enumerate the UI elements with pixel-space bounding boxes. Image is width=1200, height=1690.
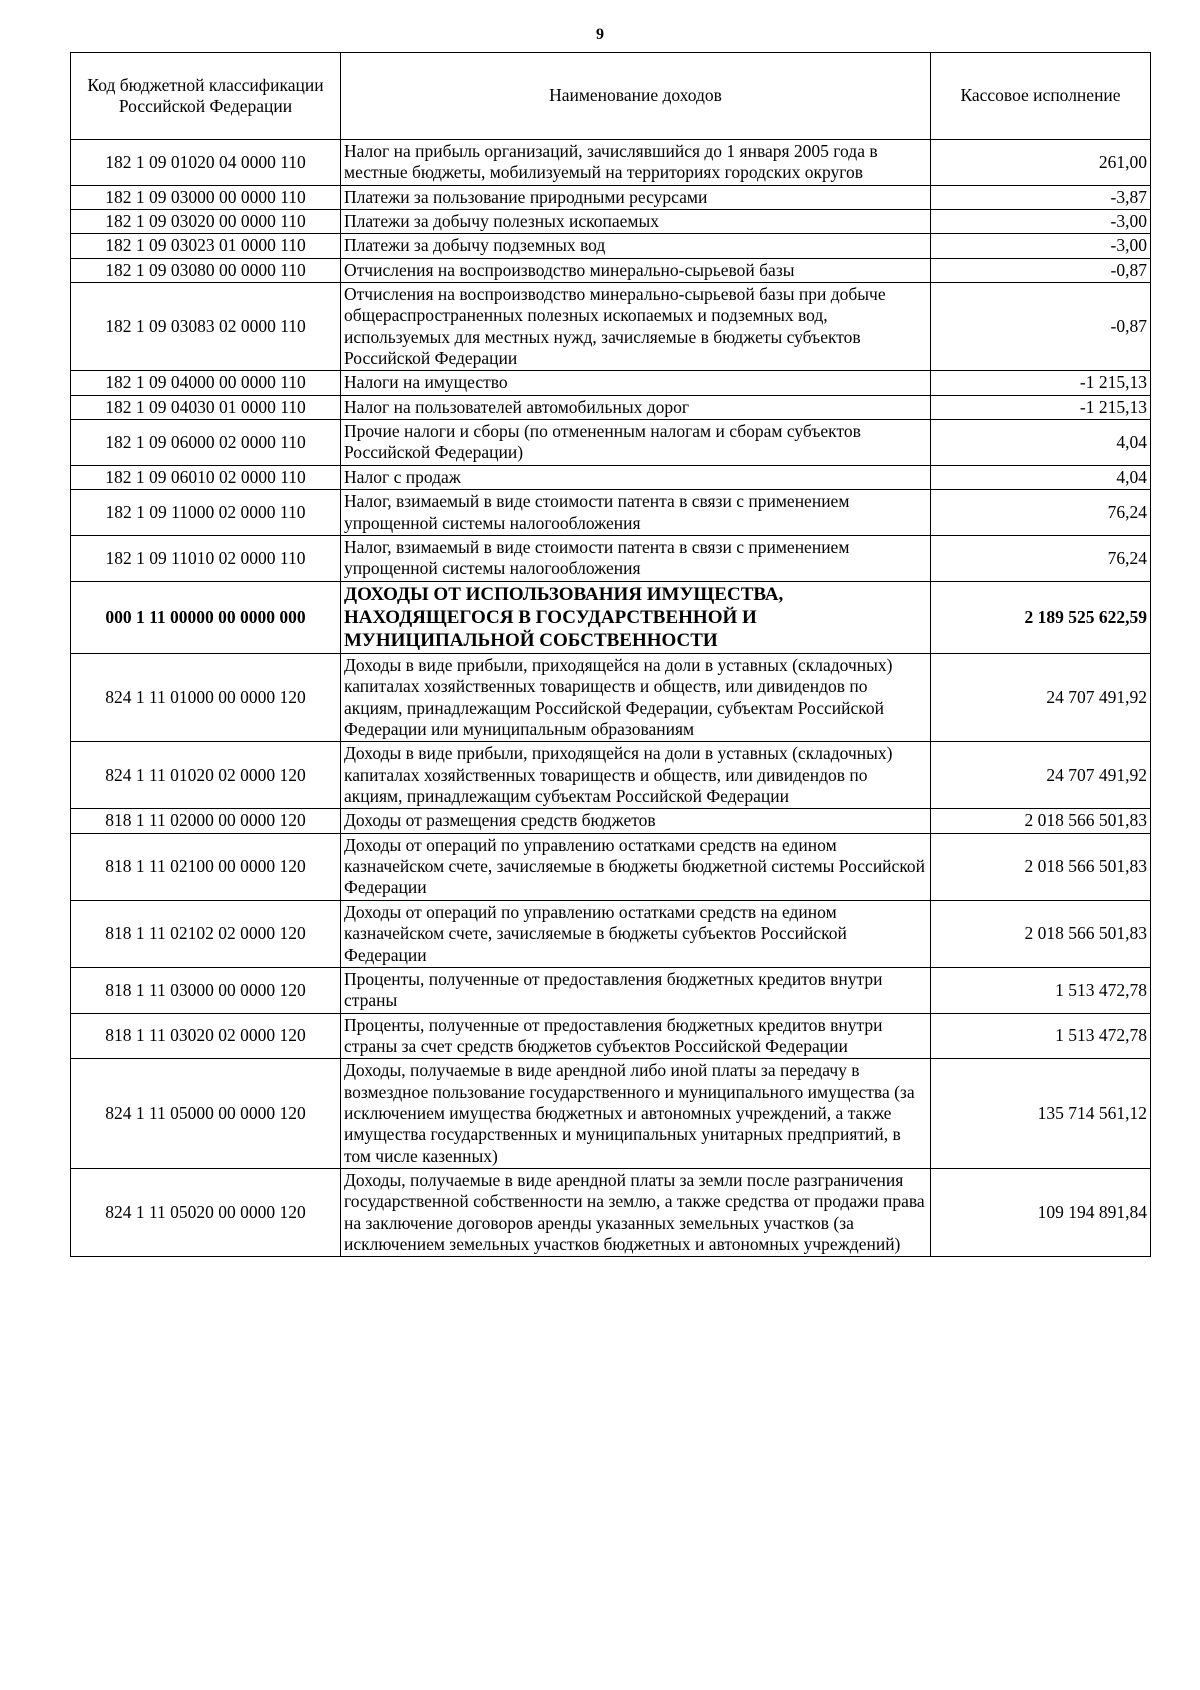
row-code: 000 1 11 00000 00 0000 000 [71,581,341,654]
row-code: 824 1 11 01020 02 0000 120 [71,742,341,809]
table-row [71,967,1151,1013]
row-amount: 2 018 566 501,83 [931,900,1151,967]
row-name: Отчисления на воспроизводство минерально-сырьевой базы при добыче общераспространенных полезных ископаемых и подземных вод, используемых для местных нужд, зачисляемые в бюджеты субъектов Российской Федерации [341,283,931,371]
row-name: Доходы в виде прибыли, приходящейся на доли в уставных (складочных) капиталах хозяйственных товариществ и обществ, или дивидендов по акциям, принадлежащим Российской Федерации, субъектам Российской Федерации или муниципальным образованиям [341,654,931,742]
row-amount: 1 513 472,78 [931,967,1151,1013]
row-name: Платежи за добычу подземных вод [341,234,931,258]
row-amount: 2 018 566 501,83 [931,833,1151,900]
row-code: 182 1 09 11000 02 0000 110 [71,490,341,536]
row-name: Прочие налоги и сборы (по отмененным налогам и сборам субъектов Российской Федерации) [341,420,931,466]
row-code: 818 1 11 02000 00 0000 120 [71,809,341,833]
row-code: 818 1 11 03000 00 0000 120 [71,967,341,1013]
row-code: 182 1 09 03020 00 0000 110 [71,210,341,234]
budget-table-container [70,52,1150,1257]
row-name: Налог, взимаемый в виде стоимости патента в связи с применением упрощенной системы налогообложения [341,535,931,581]
row-code: 818 1 11 02102 02 0000 120 [71,900,341,967]
table-row [71,420,1151,466]
table-row [71,809,1151,833]
table-row [71,1059,1151,1169]
row-name: Платежи за добычу полезных ископаемых [341,210,931,234]
budget-revenue-table [70,52,1151,1257]
table-row [71,833,1151,900]
row-code: 182 1 09 03080 00 0000 110 [71,258,341,282]
page-number: 9 [596,26,604,43]
table-row [71,210,1151,234]
table-row [71,258,1151,282]
row-code: 818 1 11 02100 00 0000 120 [71,833,341,900]
row-name: Доходы от размещения средств бюджетов [341,809,931,833]
header-amount: Кассовое исполнение [931,53,1151,140]
table-row [71,395,1151,419]
table-row [71,234,1151,258]
row-amount: -3,00 [931,210,1151,234]
row-amount: -1 215,13 [931,395,1151,419]
table-row [71,1013,1151,1059]
table-row [71,742,1151,809]
row-code: 818 1 11 03020 02 0000 120 [71,1013,341,1059]
row-code: 182 1 09 06010 02 0000 110 [71,465,341,489]
row-name: Проценты, полученные от предоставления бюджетных кредитов внутри страны за счет средств бюджетов субъектов Российской Федерации [341,1013,931,1059]
row-amount: 135 714 561,12 [931,1059,1151,1169]
table-row [71,654,1151,742]
row-name: Налог на пользователей автомобильных дорог [341,395,931,419]
row-name: ДОХОДЫ ОТ ИСПОЛЬЗОВАНИЯ ИМУЩЕСТВА, НАХОДЯЩЕГОСЯ В ГОСУДАРСТВЕННОЙ И МУНИЦИПАЛЬНОЙ СОБСТВЕННОСТИ [341,581,931,654]
row-code: 182 1 09 03000 00 0000 110 [71,185,341,209]
row-code: 182 1 09 01020 04 0000 110 [71,140,341,186]
row-code: 182 1 09 11010 02 0000 110 [71,535,341,581]
row-name: Доходы в виде прибыли, приходящейся на доли в уставных (складочных) капиталах хозяйственных товариществ и обществ, или дивидендов по акциям, принадлежащим субъектам Российской Федерации [341,742,931,809]
row-name: Доходы, получаемые в виде арендной либо иной платы за передачу в возмездное пользование государственного и муниципального имущества (за исключением имущества бюджетных и автономных учреждений, а также имущества государственных и муниципальных унитарных предприятий, в том числе казенных) [341,1059,931,1169]
row-amount: 24 707 491,92 [931,742,1151,809]
table-body [71,140,1151,1257]
row-code: 182 1 09 03023 01 0000 110 [71,234,341,258]
table-row [71,900,1151,967]
row-amount: 109 194 891,84 [931,1168,1151,1256]
row-code: 182 1 09 04000 00 0000 110 [71,371,341,395]
row-amount: 76,24 [931,490,1151,536]
row-amount: 2 189 525 622,59 [931,581,1151,654]
row-amount: 4,04 [931,420,1151,466]
row-name: Доходы, получаемые в виде арендной платы за земли после разграничения государственной собственности на землю, а также средства от продажи права на заключение договоров аренды указанных земельных участков (за исключением земельных участков бюджетных и автономных учреждений) [341,1168,931,1256]
table-row [71,465,1151,489]
row-code: 824 1 11 05020 00 0000 120 [71,1168,341,1256]
row-name: Платежи за пользование природными ресурсами [341,185,931,209]
header-name: Наименование доходов [341,53,931,140]
row-amount: 24 707 491,92 [931,654,1151,742]
row-amount: -3,87 [931,185,1151,209]
table-row [71,490,1151,536]
row-name: Налог с продаж [341,465,931,489]
row-code: 824 1 11 01000 00 0000 120 [71,654,341,742]
row-amount: 4,04 [931,465,1151,489]
row-name: Проценты, полученные от предоставления бюджетных кредитов внутри страны [341,967,931,1013]
row-name: Налог, взимаемый в виде стоимости патента в связи с применением упрощенной системы налогообложения [341,490,931,536]
row-code: 182 1 09 03083 02 0000 110 [71,283,341,371]
row-amount: -0,87 [931,258,1151,282]
table-header-row [71,53,1151,140]
row-amount: 2 018 566 501,83 [931,809,1151,833]
row-code: 182 1 09 06000 02 0000 110 [71,420,341,466]
table-row [71,140,1151,186]
row-name: Налог на прибыль организаций, зачислявшийся до 1 января 2005 года в местные бюджеты, мобилизуемый на территориях городских округов [341,140,931,186]
row-amount: -0,87 [931,283,1151,371]
table-row [71,535,1151,581]
table-row [71,185,1151,209]
row-code: 824 1 11 05000 00 0000 120 [71,1059,341,1169]
row-name: Доходы от операций по управлению остатками средств на едином казначейском счете, зачисляемые в бюджеты бюджетной системы Российской Федерации [341,833,931,900]
row-amount: 1 513 472,78 [931,1013,1151,1059]
row-code: 182 1 09 04030 01 0000 110 [71,395,341,419]
table-row [71,1168,1151,1256]
header-code: Код бюджетной классификации Российской Федерации [71,53,341,140]
row-amount: 76,24 [931,535,1151,581]
row-amount: 261,00 [931,140,1151,186]
row-name: Доходы от операций по управлению остатками средств на едином казначейском счете, зачисляемые в бюджеты субъектов Российской Федерации [341,900,931,967]
table-row [71,581,1151,654]
table-row [71,283,1151,371]
row-amount: -1 215,13 [931,371,1151,395]
row-amount: -3,00 [931,234,1151,258]
table-row [71,371,1151,395]
row-name: Налоги на имущество [341,371,931,395]
row-name: Отчисления на воспроизводство минерально-сырьевой базы [341,258,931,282]
